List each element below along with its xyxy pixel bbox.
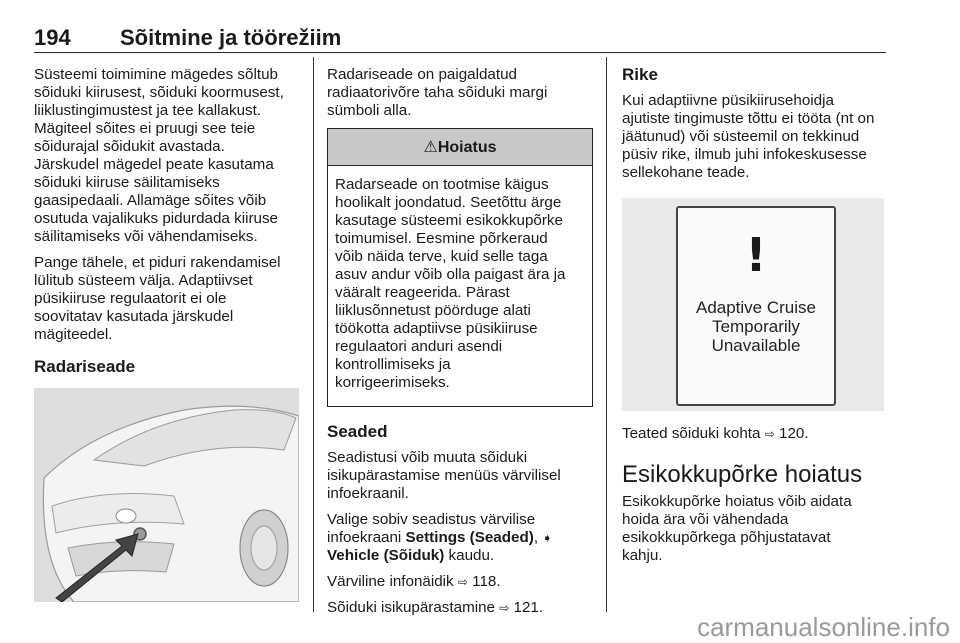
- page-reference: [327, 573, 593, 591]
- text: ,: [533, 529, 543, 546]
- section-heading-collision-warning: Esikokkupõrke hoiatus: [622, 461, 863, 488]
- reference-text: Teated sõiduki kohta: [622, 425, 761, 442]
- paragraph: Esikokkupõrke hoiatus võib aidata hoida ära või vähendada esikokkupõrkega põhjustatavat kahju.: [622, 493, 852, 564]
- page-reference-arrow-icon: ⇨: [499, 601, 510, 615]
- paragraph: Süsteemi toimimine mägedes sõltub sõiduki kiirusest, sõiduki koormusest, liiklustingimustest ja tee kallakust. Mägiteel sõites ei pruugi see teie sõidurajal sõidukit avastada. Järskudel mägedel peate kasutama sõiduki kiiruse säilitamiseks gaasipedaali. Allamäge sõites võib osutuda vajalikuks pidurdada kiiruse säilitamiseks või vähendamiseks.: [34, 66, 284, 245]
- paragraph: [327, 511, 593, 565]
- column-divider: [606, 57, 607, 612]
- chapter-title: Sõitmine ja töörežiim: [120, 25, 342, 50]
- section-heading-settings: Seaded: [327, 422, 388, 441]
- column-left: [34, 66, 299, 607]
- page-reference: [622, 425, 886, 443]
- paragraph: Radariseade on paigaldatud radiaatorivõre taha sõiduki margi sümboli alla.: [327, 66, 548, 119]
- paragraph: Seadistusi võib muuta sõiduki isikupärastamise menüüs värvilisel infoekraanil.: [327, 449, 561, 502]
- reference-text: Sõiduki isikupärastamine: [327, 599, 495, 616]
- page-number: 194: [34, 25, 71, 50]
- warning-text: Radarseade on tootmise käigus hoolikalt joondatud. Seetõttu ärge kasutage süsteemi esikokkupõrke toimumisel. Eesmine põrkeraud võib näida terve, kuid selle taga asuv andur võib olla paigast ära ja vääralt reageerida. Pärast liiklusõnnetust pöörduge alati töökotta adaptiivse püsikiiruse regulaatori anduri asendi kontrollimiseks ja korrigeerimiseks.: [335, 176, 566, 391]
- column-middle: [327, 66, 593, 625]
- column-divider: [313, 57, 314, 612]
- reference-page: 118.: [472, 573, 501, 590]
- text: Valige sobiv seadistus värvilise infoekraani: [327, 511, 536, 546]
- section-heading-radar: Radariseade: [34, 357, 136, 376]
- page-reference-arrow-icon: ⇨: [764, 427, 775, 441]
- section-heading-fault: Rike: [622, 65, 658, 84]
- reference-page: 120.: [779, 425, 809, 442]
- text: kaudu.: [444, 547, 495, 564]
- warning-title: Hoiatus: [437, 139, 497, 156]
- cluster-display-illustration: [622, 198, 884, 411]
- page-header: [34, 22, 886, 53]
- warning-box: [327, 128, 593, 407]
- warning-triangle-icon: ⚠: [423, 137, 438, 156]
- watermark: carmanualsonline.info: [697, 612, 950, 642]
- page-reference: [327, 599, 593, 617]
- paragraph: Kui adaptiivne püsikiirusehoidja ajutiste tingimuste tõttu ei tööta (nt on jäätunud) või süsteemil on tekkinud püsiv rike, ilmub juhi infokeskusesse sellekohane teade.: [622, 92, 875, 181]
- column-right: [622, 66, 886, 573]
- page-reference-arrow-icon: ⇨: [457, 575, 468, 589]
- reference-page: 121.: [513, 599, 544, 616]
- menu-arrow-icon: ➧: [542, 531, 553, 545]
- paragraph: Pange tähele, et piduri rakendamisel lülitub süsteem välja. Adaptiivset püsikiiruse regulaatorit ei ole soovitatav kasutada järskudel mägiteedel.: [34, 254, 281, 343]
- exclamation-icon: !: [745, 228, 767, 282]
- display-screen: [676, 206, 836, 406]
- menu-path-settings: Settings (Seaded): [405, 529, 534, 546]
- warning-header: [328, 129, 592, 166]
- car-radar-illustration: [34, 388, 299, 602]
- reference-text: Värviline infonäidik: [327, 573, 454, 590]
- display-message: Adaptive Cruise Temporarily Unavailable: [695, 298, 816, 355]
- menu-path-vehicle: Vehicle (Sõiduk): [327, 547, 445, 564]
